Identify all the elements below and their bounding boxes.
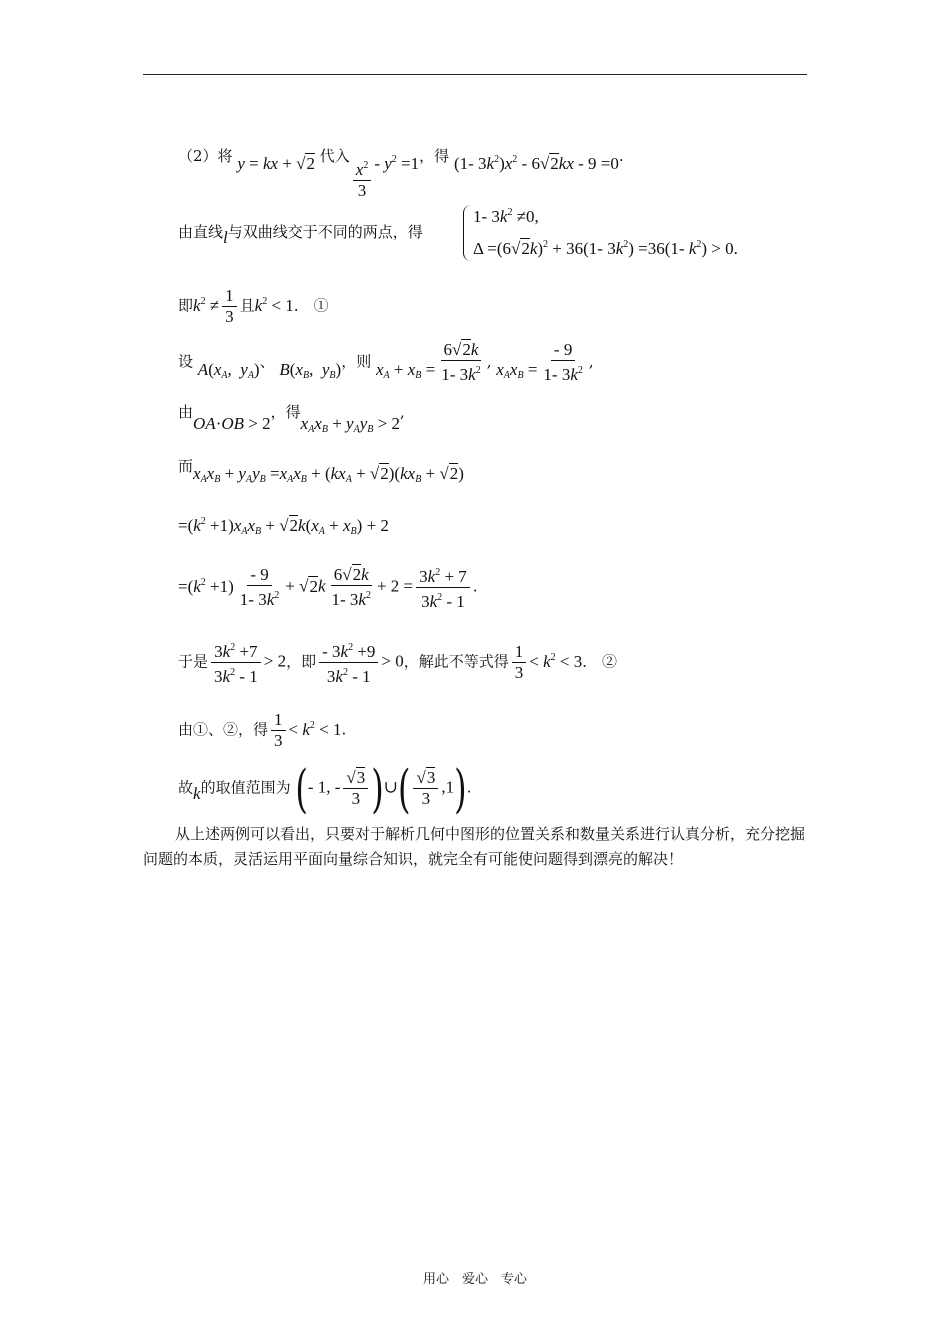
condition-one: 即$k^2$ ≠ $\frac{1}{3}$ 且$k^2 < 1$． ①: [178, 286, 329, 326]
step-label: （2）将: [178, 147, 233, 165]
expansion-step-three: $=(k^2 +1)$ $\frac{- 9}{1- 3k^2}$ + √2k $\frac{6√2k}{1- 3k^2}$ + 2 = $\frac{3k^2 + 7}{3k^2 - 1}$ .: [178, 565, 478, 611]
header-rule: [143, 74, 807, 75]
range-of-k: 故k的取值范围为 (- 1, - $\frac{√3}{3}$ )∪( $\frac{√3}{3}$ ,1).: [178, 758, 472, 819]
dot-product-line: 由OA·OB > 2，得$x_Ax_B + y_Ay_B > 2$,: [178, 403, 405, 435]
vieta-line: 设 $A(x_A$, $y_A$)、 $B(x_B$, $y_B$)，则 $x_A + x_B$ = $\frac{6√2k}{1- 3k^2}$ , $x_Ax_B$ = $\frac{- 9}{1- 3k^2}$ ,: [178, 340, 594, 384]
inequality-line: 于是 $\frac{3k^2 +7}{3k^2 - 1}$ > 2，即 $\frac{- 3k^2 +9}{3k^2 - 1}$ > 0，解此不等式得 $\frac{1}{3}$ < $k^2 < 3$． ②: [178, 638, 617, 687]
combined-condition: 由①、②，得 $\frac{1}{3}$ < $k^2 < 1$.: [178, 710, 347, 750]
intersection-line: 由直线l与双曲线交于不同的两点，得: [178, 223, 423, 247]
substitution-line: （2）将 y = kx + √2 代入 $\frac{x^2}{3}$ - $y^2 =1$，得 (1- $3k^2)x^2 - 6√2kx - 9 =0$.: [178, 147, 624, 200]
page-footer: 用心 爱心 专心: [422, 1272, 527, 1287]
conclusion-paragraph: 从上述两例可以看出，只要对于解析几何中图形的位置关系和数量关系进行认真分析，充分挖掘问题的本质，灵活运用平面向量综合知识，就完全有可能使问题得到漂亮的解决！: [143, 825, 806, 868]
expansion-line: 而$x_Ax_B + y_Ay_B =x_Ax_B + (kx_A + √2)(kx_B + √2)$: [178, 457, 464, 485]
expansion-step-two: $=(k^2 +1)x_Ax_B + √2k(x_A + x_B) + 2$: [178, 516, 389, 537]
